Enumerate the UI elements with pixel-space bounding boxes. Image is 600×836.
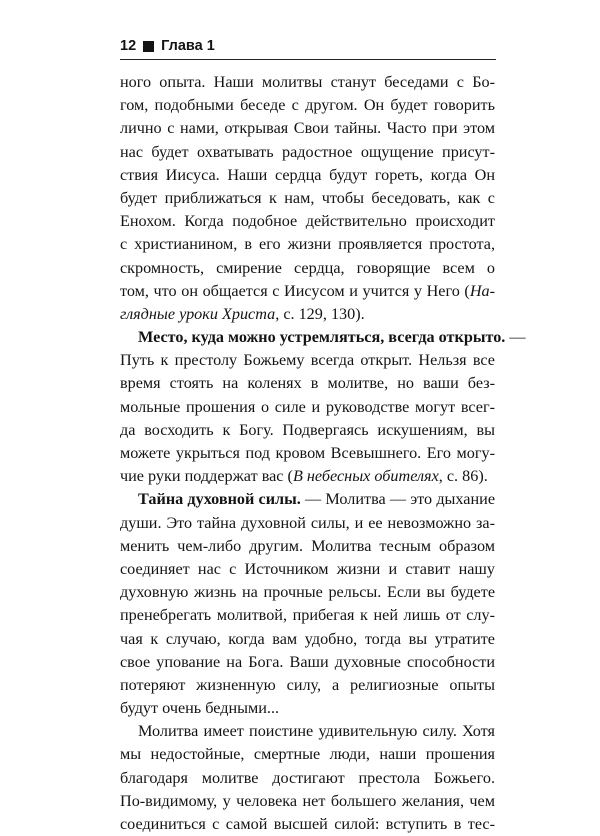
text-line: менить чем-либо другим. Молитва тесным образом xyxy=(120,536,495,555)
text-line: Енохом. Когда подобное действительно происходит xyxy=(120,212,495,231)
text-line: нас будет охватывать радостное ощущение присут- xyxy=(120,142,495,161)
text-line: мы недостойные, смертные люди, наши прошения xyxy=(120,745,495,764)
text-line: духовную жизнь на прочные рельсы. Если вы будете xyxy=(120,583,495,602)
text-line: души. Это тайна духовной силы, и ее невозможно за- xyxy=(120,513,495,532)
section-heading-line xyxy=(120,326,526,349)
text-line: ного опыта. Наши молитвы станут беседами с Бо- xyxy=(120,73,495,91)
text-line: с христианином, в его жизни проявляется простота, xyxy=(120,235,495,254)
book-citation-part: глядные уроки Христа xyxy=(120,304,276,323)
text-line: да восходить к Богу. Подвергаясь искушениям, вы xyxy=(120,420,495,439)
text-line: пренебрегать молитвой, прибегая к ней лишь от слу- xyxy=(120,606,495,625)
page-reference: , с. 129, 130). xyxy=(275,304,365,323)
text-line: благодаря молитве достигают престола Божьего. xyxy=(120,768,495,787)
page-reference: , с. 86). xyxy=(438,467,488,486)
text-line: лично с нами, открывая Свои тайны. Часто при этом xyxy=(120,119,495,138)
book-citation-part: На- xyxy=(469,281,495,300)
text-line xyxy=(120,465,495,488)
text-line: можете укрыться под кровом Всевышнего. Его могу- xyxy=(120,444,495,462)
text-segment: — Молитва — это дыхание xyxy=(300,490,496,509)
square-bullet-icon xyxy=(143,41,154,52)
text-line: потеряют жизненную силу, а религиозные опыты xyxy=(120,675,495,694)
text-line: ствия Иисуса. Наши сердца будут гореть, когда Он xyxy=(120,165,495,184)
text-line: гом, подобными беседе с другом. Он будет говорить xyxy=(120,96,495,115)
text-line: чая к случаю, когда вам удобно, тогда вы утратите xyxy=(120,629,495,648)
text-line: время стоять на коленях в молитве, но ваши без- xyxy=(120,374,495,393)
section-heading: Тайна духовной силы. xyxy=(138,490,301,509)
section-heading-line xyxy=(120,488,495,511)
text-segment: чие руки поддержат вас ( xyxy=(120,467,293,486)
text-line: будет приближаться к нам, чтобы беседовать, как с xyxy=(120,188,495,207)
text-line xyxy=(120,280,495,303)
text-line: Молитва имеет поистине удивительную силу. Хотя xyxy=(138,722,495,741)
text-line: соединяет нас с Источником жизни и ставит нашу xyxy=(120,559,495,578)
body-text xyxy=(120,71,526,836)
section-heading: Место, куда можно устремляться, всегда открыто. xyxy=(138,328,506,347)
text-line: скромность, смирение сердца, говорящие всем о xyxy=(120,258,495,277)
text-line: мольные прошения о силе и руководстве могут всег- xyxy=(120,397,495,416)
chapter-title: Глава 1 xyxy=(161,38,215,54)
text-line: По-видимому, у человека нет большего желания, чем xyxy=(120,791,495,810)
page-number: 12 xyxy=(120,38,137,54)
text-line: соединиться с самой высшей силой: вступить в тес- xyxy=(120,815,495,833)
book-citation: В небесных обителях xyxy=(292,467,439,486)
running-header xyxy=(120,33,496,60)
dash: — xyxy=(505,328,526,347)
text-line xyxy=(120,303,495,326)
text-line: Путь к престолу Божьему всегда открыт. Нельзя все xyxy=(120,351,495,370)
text-segment: том, что он общается с Иисусом и учится у Него ( xyxy=(120,281,470,300)
text-line: будут очень бедными... xyxy=(120,699,280,718)
text-line: свое упование на Бога. Ваши духовные способности xyxy=(120,652,495,671)
